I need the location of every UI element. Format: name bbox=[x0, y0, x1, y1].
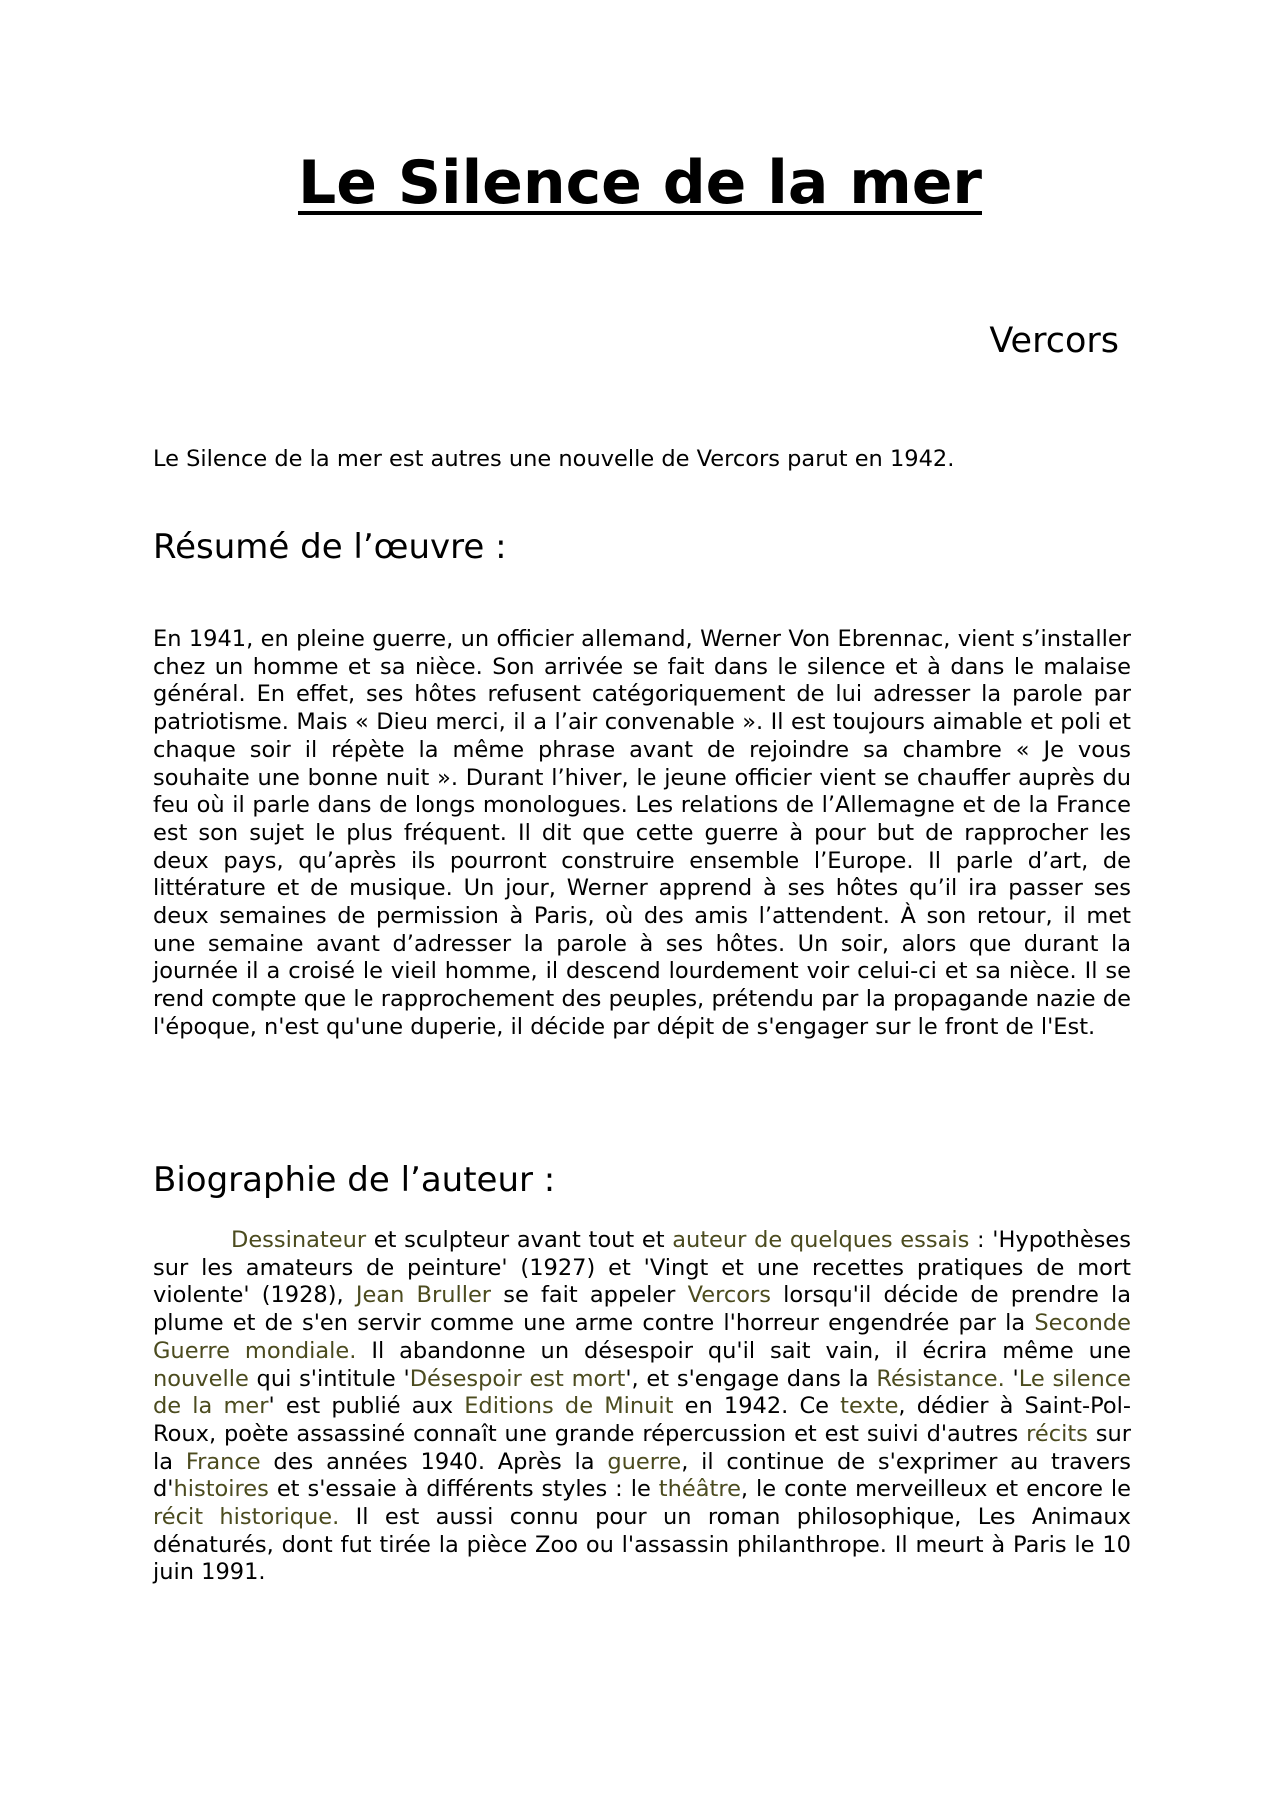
biography-link[interactable]: guerre bbox=[607, 1448, 682, 1475]
biography-text: lorsqu'il décide de prendre la plume et de s'en servir comme une arme contre l'horreur engendrée par la bbox=[153, 1282, 1131, 1337]
biography-text: sur la bbox=[153, 1420, 1131, 1475]
biography-link[interactable]: nouvelle bbox=[153, 1365, 249, 1392]
biography-link[interactable]: auteur de quelques essais bbox=[672, 1227, 970, 1253]
biography-link[interactable]: théâtre bbox=[658, 1476, 741, 1503]
biography-link[interactable]: Résistance. bbox=[876, 1365, 1005, 1392]
biography-text: Il est aussi connu pour un roman philosophique, Les Animaux dénaturés, dont fut tirée la pièce Zoo ou l'assassin philanthrope. Il meurt à Paris le 10 juin 1991. bbox=[153, 1504, 1131, 1586]
biography-link[interactable]: France bbox=[185, 1448, 261, 1475]
biography-text: , dédier à Saint-Pol-Roux, poète assassiné connaît une grande répercussion et est suivi d'autres bbox=[153, 1393, 1131, 1447]
author-name: Vercors bbox=[989, 321, 1119, 361]
summary-heading: Résumé de l’œuvre : bbox=[153, 527, 507, 567]
biography-link[interactable]: Jean Bruller bbox=[355, 1282, 492, 1309]
biography-text: et s'essaie à différents styles : le bbox=[268, 1476, 659, 1503]
biography-text: , il continue de s'exprimer au travers d' bbox=[153, 1448, 1131, 1503]
biography-link[interactable]: Dessinateur bbox=[231, 1227, 367, 1253]
biography-link[interactable]: Editions de Minuit bbox=[464, 1393, 674, 1420]
intro-paragraph: Le Silence de la mer est autres une nouvelle de Vercors parut en 1942. bbox=[153, 446, 955, 472]
summary-paragraph: En 1941, en pleine guerre, un officier allemand, Werner Von Ebrennac, vient s’installer chez un homme et sa nièce. Son arrivée se fait dans le silence et à dans le malaise général. En effet, ses hôtes refusent catégoriquement de lui adresser la parole par patriotisme. Mais « Dieu merci, il a l’air convenable ». Il est toujours aimable et poli et chaque soir il répète la même phrase avant de rejoindre sa chambre « Je vous souhaite une bonne nuit ». Durant l’hiver, le jeune officier vient se chauffer auprès du feu où il parle dans de longs monologues. Les relations de l’Allemagne et de la France est son sujet le plus fréquent. Il dit que cette guerre à pour but de rapprocher les deux pays, qu’après ils pourront construire ensemble l’Europe. Il parle d’art, de littérature et de musique. Un jour, Werner apprend à ses hôtes qu’il ira passer ses deux semaines de permission à Paris, où des amis l’attendent. À son retour, il met une semaine avant d’adresser la parole à ses hôtes. Un soir, alors que durant la journée il a croisé le vieil homme, il descend lourdement voir celui-ci et sa nièce. Il se rend compte que le rapprochement des peuples, prétendu par la propagande nazie de l'époque, n'est qu'une duperie, il décide par dépit de s'engager sur le front de l'Est. bbox=[153, 626, 1131, 1040]
biography-link[interactable]: texte bbox=[840, 1393, 899, 1420]
biography-link[interactable]: Vercors bbox=[687, 1282, 771, 1309]
biography-text: : 'Hypothèses sur les amateurs de peinture' (1927) et 'Vingt et une recettes pratiques de mort violente' (1928), bbox=[153, 1227, 1131, 1309]
biography-text: en 1942. Ce bbox=[673, 1393, 841, 1420]
biography-paragraph bbox=[153, 1227, 1131, 1587]
biography-link[interactable]: Seconde Guerre mondiale. bbox=[153, 1310, 1131, 1364]
biography-text: , le conte merveilleux et encore le bbox=[740, 1476, 1131, 1503]
document-title: Le Silence de la mer bbox=[298, 148, 982, 218]
biography-link[interactable]: Désespoir est mort bbox=[409, 1365, 626, 1392]
biography-text: ' est publié aux bbox=[268, 1393, 465, 1420]
biography-heading: Biographie de l’auteur : bbox=[153, 1160, 556, 1200]
biography-link[interactable]: Le silence de la mer bbox=[153, 1365, 1132, 1420]
biography-link[interactable]: récit historique. bbox=[153, 1504, 340, 1531]
biography-link[interactable]: histoires bbox=[173, 1476, 269, 1503]
biography-text: ', et s'engage dans la bbox=[625, 1365, 877, 1392]
biography-text: et sculpteur avant tout et bbox=[366, 1227, 673, 1253]
biography-text: se fait appeler bbox=[491, 1282, 688, 1309]
biography-text: ' bbox=[1004, 1365, 1019, 1392]
biography-text: qui s'intitule ' bbox=[248, 1365, 410, 1392]
biography-text: Il abandonne un désespoir qu'il sait vain, il écrira même une bbox=[356, 1337, 1132, 1364]
biography-text: des années 1940. Après la bbox=[260, 1448, 608, 1475]
biography-link[interactable]: récits bbox=[1026, 1420, 1088, 1447]
